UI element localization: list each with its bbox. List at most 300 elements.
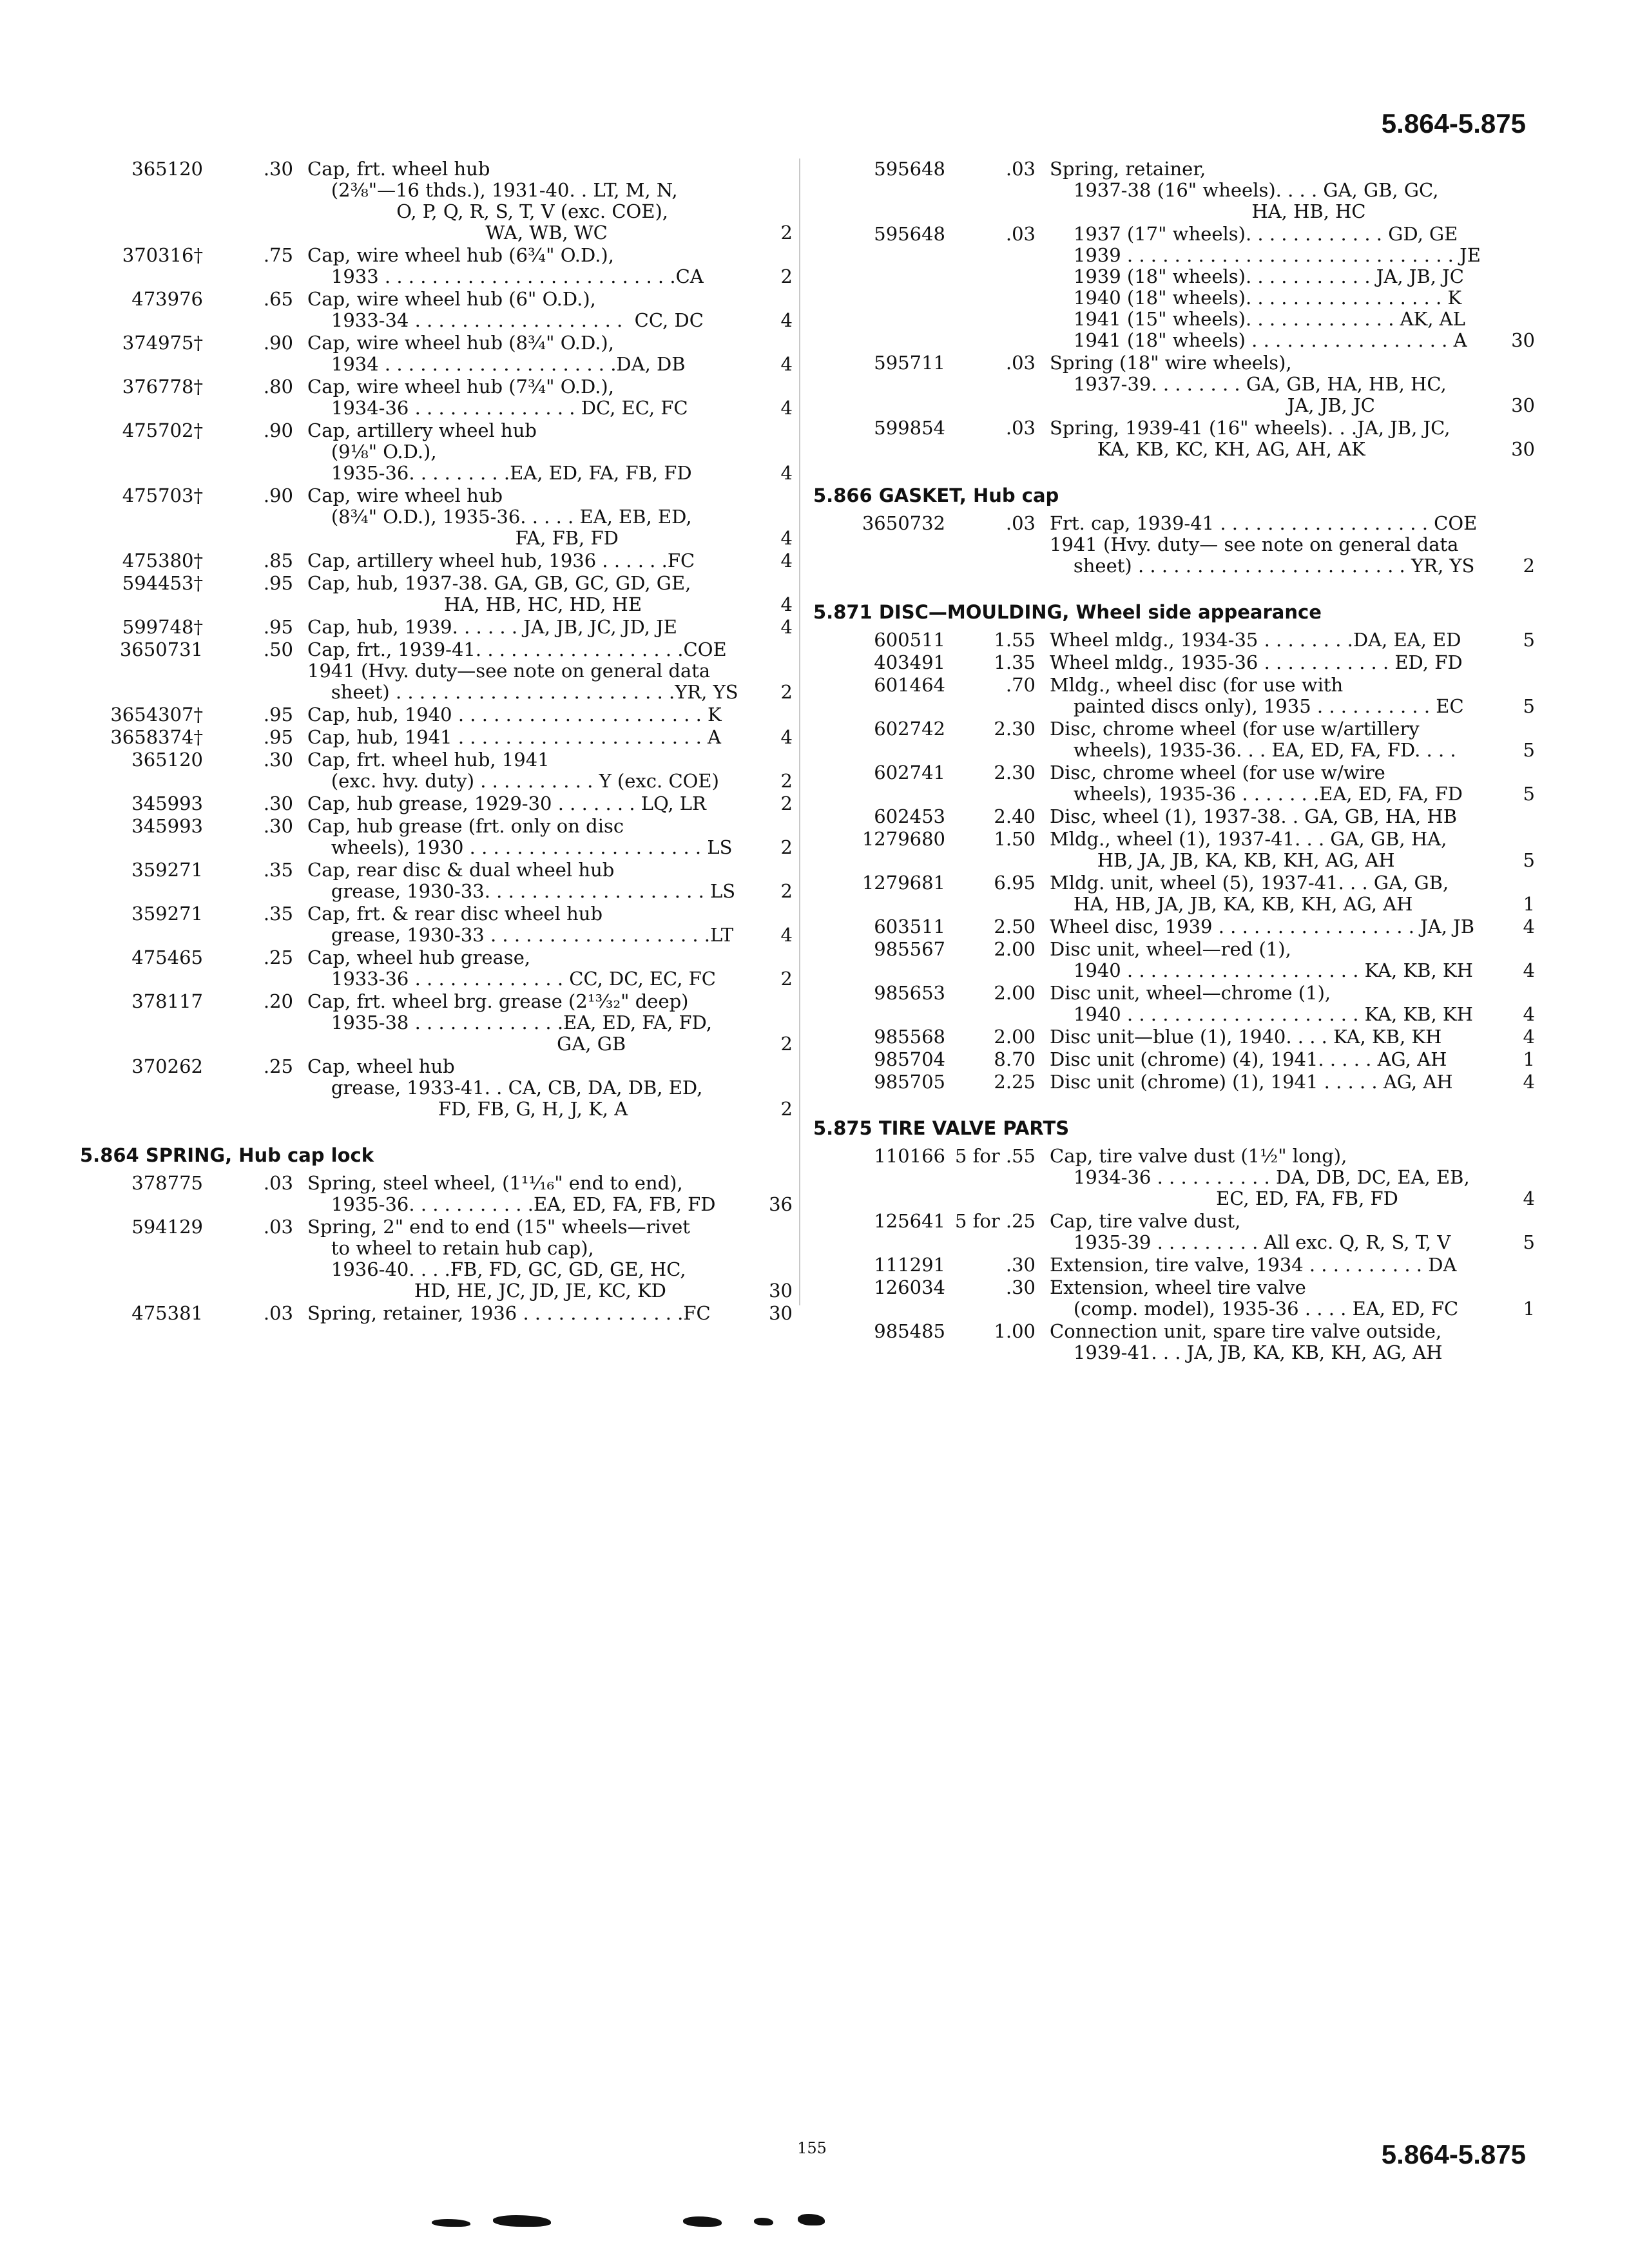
part-price: .80 [263, 376, 293, 398]
part-entry [71, 550, 793, 572]
part-description [307, 749, 754, 792]
description-line: Extension, tire valve, 1934 . . . . . . . . . . DA [1050, 1254, 1457, 1276]
part-entry [71, 289, 793, 331]
part-number: 1279680 [862, 828, 945, 850]
part-quantity: 2 [780, 880, 793, 902]
section-entries [813, 513, 1535, 577]
part-price: 2.00 [994, 982, 1036, 1004]
description-line: 1936-40. . . .FB, FD, GC, GD, GE, HC, [307, 1258, 686, 1280]
description-line: (8¾" O.D.), 1935-36. . . . . EA, EB, ED, [307, 506, 692, 528]
part-price: .30 [1005, 1276, 1036, 1298]
part-quantity: 5 [1523, 783, 1535, 805]
part-entry [71, 816, 793, 858]
part-entry [71, 1056, 793, 1120]
part-price: .25 [263, 947, 293, 968]
description-line: FA, FB, FD [307, 527, 619, 549]
description-line: 1933-34 . . . . . . . . . . . . . . . . . . CC, DC [307, 309, 704, 331]
part-number: 985567 [874, 938, 945, 960]
part-number: 376778† [122, 376, 203, 398]
part-description [1050, 352, 1496, 416]
section-header-spring: 5.864 SPRING, Hub cap lock [80, 1144, 374, 1166]
description-line: Cap, wire wheel hub (8¾" O.D.), [307, 332, 614, 354]
description-line: Cap, artillery wheel hub, 1936 . . . . . .FC [307, 550, 695, 572]
part-description [1050, 1049, 1496, 1070]
part-price: 1.50 [994, 828, 1036, 850]
part-quantity: 1 [1523, 1298, 1535, 1320]
part-description [307, 793, 754, 814]
part-number: 594453† [122, 572, 203, 594]
part-entry [813, 1072, 1535, 1093]
description-line: 1940 (18" wheels). . . . . . . . . . . . . . . . . K [1050, 287, 1462, 309]
part-entry [71, 332, 793, 375]
part-description [1050, 513, 1496, 577]
part-number: 602453 [874, 805, 945, 827]
scan-mark [798, 2214, 825, 2225]
description-line: Disc, wheel (1), 1937-38. . GA, GB, HA, HB [1050, 805, 1458, 827]
description-line: Spring (18" wire wheels), [1050, 352, 1292, 374]
part-description [1050, 939, 1496, 981]
description-line: Mldg., wheel disc (for use with [1050, 674, 1344, 696]
part-entry [813, 983, 1535, 1025]
part-number: 359271 [131, 903, 203, 925]
description-line: Cap, rear disc & dual wheel hub [307, 859, 615, 881]
part-description [1050, 718, 1496, 761]
section-entries [813, 629, 1535, 1093]
description-line: Mldg. unit, wheel (5), 1937-41. . . GA, GB, [1050, 872, 1449, 894]
description-line: HB, JA, JB, KA, KB, KH, AG, AH [1050, 849, 1395, 871]
part-entry [71, 947, 793, 990]
part-quantity: 2 [780, 793, 793, 814]
part-price: 2.30 [994, 718, 1036, 740]
part-description [307, 991, 754, 1055]
description-line: HA, HB, JA, JB, KA, KB, KH, AG, AH [1050, 893, 1413, 915]
description-line: Spring, retainer, [1050, 158, 1206, 180]
part-entry [813, 629, 1535, 651]
description-line: Disc unit (chrome) (1), 1941 . . . . . AG, AH [1050, 1071, 1453, 1093]
part-quantity: 2 [780, 836, 793, 858]
description-line: to wheel to retain hub cap), [307, 1237, 594, 1259]
part-entry [71, 159, 793, 244]
part-entry [71, 1173, 793, 1215]
part-quantity: 5 [1523, 849, 1535, 871]
part-price: 2.00 [994, 1026, 1036, 1048]
part-entry [813, 1254, 1535, 1276]
part-number: 345993 [131, 793, 203, 814]
part-price: .90 [263, 332, 293, 354]
left-column [71, 159, 793, 1325]
part-description [1050, 418, 1496, 460]
section-header: 5.875 TIRE VALVE PARTS [813, 1117, 1070, 1139]
right-sections [813, 485, 1535, 1363]
part-description [1050, 1254, 1496, 1276]
part-price: .35 [263, 859, 293, 881]
part-price: .65 [263, 288, 293, 310]
part-description [307, 617, 754, 638]
description-line: 1939-41. . . JA, JB, KA, KB, KH, AG, AH [1050, 1341, 1443, 1363]
description-line: 1941 (Hvy. duty— see note on general data [1050, 533, 1459, 555]
right-entries [813, 159, 1535, 460]
part-description [307, 903, 754, 946]
description-line: FD, FB, G, H, J, K, A [307, 1098, 628, 1120]
part-price: 1.55 [994, 629, 1036, 651]
description-line: Disc, chrome wheel (for use w/wire [1050, 762, 1385, 783]
part-price: 2.50 [994, 916, 1036, 937]
part-quantity: 36 [769, 1193, 793, 1215]
part-quantity: 1 [1523, 1048, 1535, 1070]
part-price: 2.25 [994, 1071, 1036, 1093]
part-quantity: 4 [1523, 1003, 1535, 1025]
description-line: Mldg., wheel (1), 1937-41. . . GA, GB, HA, [1050, 828, 1447, 850]
part-entry [71, 727, 793, 748]
part-number: 370262 [131, 1055, 203, 1077]
part-price: .03 [1005, 417, 1036, 439]
description-line: Wheel mldg., 1934-35 . . . . . . . .DA, EA, ED [1050, 629, 1461, 651]
part-price: .03 [263, 1302, 293, 1324]
part-quantity: 4 [780, 550, 793, 572]
part-price: 1.35 [994, 651, 1036, 673]
part-quantity: 4 [780, 462, 793, 484]
description-line: Cap, wire wheel hub [307, 485, 503, 506]
part-price: .50 [263, 639, 293, 660]
part-description [307, 947, 754, 990]
part-entry [71, 639, 793, 703]
description-line: HD, HE, JC, JD, JE, KC, KD [307, 1280, 666, 1302]
description-line: Disc unit—blue (1), 1940. . . . KA, KB, KH [1050, 1026, 1442, 1048]
part-quantity: 4 [1523, 1071, 1535, 1093]
part-entry [813, 1277, 1535, 1320]
part-quantity: 30 [769, 1302, 793, 1324]
description-line: Cap, frt. wheel hub, 1941 [307, 749, 550, 771]
part-description [307, 1216, 754, 1302]
part-number: 602742 [874, 718, 945, 740]
part-entry [71, 573, 793, 615]
description-line: Cap, hub, 1940 . . . . . . . . . . . . . . . . . . . . . K [307, 704, 722, 726]
description-line: Cap, wheel hub grease, [307, 947, 531, 968]
description-line: WA, WB, WC [307, 222, 608, 244]
description-line: Cap, wheel hub [307, 1055, 455, 1077]
description-line: GA, GB [307, 1033, 626, 1055]
part-number: 125641 [874, 1210, 945, 1232]
section-header: 5.871 DISC—MOULDING, Wheel side appearance [813, 601, 1322, 623]
part-description [307, 704, 754, 726]
part-number: 600511 [874, 629, 945, 651]
part-price: .95 [263, 616, 293, 638]
part-description [307, 1056, 754, 1120]
part-price: 5 for .55 [954, 1145, 1036, 1167]
part-quantity: 4 [780, 924, 793, 946]
description-line: grease, 1933-41. . CA, CB, DA, DB, ED, [307, 1077, 703, 1099]
description-line: 1937-38 (16" wheels). . . . GA, GB, GC, [1050, 179, 1439, 201]
part-entry [813, 418, 1535, 460]
description-line: HA, HB, HC [1050, 200, 1366, 222]
part-entry [813, 1049, 1535, 1070]
part-description [1050, 916, 1496, 937]
part-entry [813, 939, 1535, 981]
part-description [1050, 1321, 1496, 1363]
part-price: .03 [1005, 352, 1036, 374]
description-line: Cap, wire wheel hub (6¾" O.D.), [307, 244, 614, 266]
part-entry [813, 829, 1535, 871]
part-price: 1.00 [994, 1320, 1036, 1342]
part-price: .30 [263, 815, 293, 837]
part-number: 365120 [131, 158, 203, 180]
part-entry [813, 675, 1535, 717]
part-quantity: 2 [780, 681, 793, 703]
description-line: 1940 . . . . . . . . . . . . . . . . . . . . KA, KB, KH [1050, 1003, 1473, 1025]
part-description [307, 420, 754, 484]
part-number: 3650731 [119, 639, 203, 660]
part-description [1050, 983, 1496, 1025]
description-line: Disc unit, wheel—chrome (1), [1050, 982, 1331, 1004]
part-entry [813, 352, 1535, 416]
part-price: 2.00 [994, 938, 1036, 960]
part-number: 475703† [122, 485, 203, 506]
part-quantity: 5 [1523, 695, 1535, 717]
description-line: wheels), 1935-36. . . EA, ED, FA, FD. . . . [1050, 739, 1456, 761]
part-entry [71, 245, 793, 287]
part-quantity: 5 [1523, 1231, 1535, 1253]
part-price: .03 [1005, 158, 1036, 180]
part-price: .95 [263, 704, 293, 726]
part-entry [813, 916, 1535, 937]
part-description [307, 639, 754, 703]
part-entry [71, 704, 793, 726]
part-entry [813, 1026, 1535, 1048]
description-line: (comp. model), 1935-36 . . . . EA, ED, FC [1050, 1298, 1459, 1320]
part-number: 473976 [131, 288, 203, 310]
description-line: 1935-39 . . . . . . . . . All exc. Q, R, S, T, V [1050, 1231, 1451, 1253]
part-description [1050, 762, 1496, 805]
part-entry [71, 617, 793, 638]
description-line: grease, 1930-33 . . . . . . . . . . . . . . . . . . .LT [307, 924, 734, 946]
part-number: 403491 [874, 651, 945, 673]
part-quantity: 4 [1523, 959, 1535, 981]
scan-mark [754, 2218, 773, 2225]
part-quantity: 4 [780, 527, 793, 549]
description-line: Extension, wheel tire valve [1050, 1276, 1306, 1298]
description-line: Disc unit, wheel—red (1), [1050, 938, 1291, 960]
part-quantity: 30 [1511, 394, 1535, 416]
part-number: 601464 [874, 674, 945, 696]
part-description [1050, 159, 1496, 222]
part-description [307, 1173, 754, 1215]
description-line: wheels), 1935-36 . . . . . . .EA, ED, FA, FD [1050, 783, 1463, 805]
description-line: Wheel mldg., 1935-36 . . . . . . . . . . . ED, FD [1050, 651, 1463, 673]
description-line: KA, KB, KC, KH, AG, AH, AK [1050, 438, 1365, 460]
page-number: 155 [797, 2139, 827, 2157]
part-entry [71, 420, 793, 484]
description-line: Spring, 1939-41 (16" wheels). . .JA, JB, JC, [1050, 417, 1451, 439]
part-description [1050, 1146, 1496, 1209]
part-price: .90 [263, 485, 293, 506]
part-number: 594129 [131, 1216, 203, 1238]
part-price: .03 [263, 1216, 293, 1238]
part-quantity: 2 [780, 968, 793, 990]
part-number: 985704 [874, 1048, 945, 1070]
scan-artifacts [432, 2214, 1398, 2233]
part-entry [71, 991, 793, 1055]
part-quantity: 4 [1523, 1026, 1535, 1048]
part-number: 378117 [131, 990, 203, 1012]
description-line: Cap, frt. wheel brg. grease (2¹³⁄₃₂" deep) [307, 990, 689, 1012]
description-line: 1934-36 . . . . . . . . . . . . . . DC, EC, FC [307, 397, 688, 419]
part-number: 378775 [131, 1172, 203, 1194]
part-quantity: 4 [780, 616, 793, 638]
part-number: 599748† [122, 616, 203, 638]
description-line: Spring, retainer, 1936 . . . . . . . . . . . . . .FC [307, 1302, 711, 1324]
part-price: .90 [263, 419, 293, 441]
part-quantity: 30 [1511, 438, 1535, 460]
description-line: Cap, frt. wheel hub [307, 158, 490, 180]
part-entry [813, 159, 1535, 222]
description-line: Cap, tire valve dust, [1050, 1210, 1241, 1232]
part-description [1050, 806, 1496, 827]
description-line: 1941 (Hvy. duty—see note on general data [307, 660, 711, 682]
part-number: 985568 [874, 1026, 945, 1048]
part-description [307, 485, 754, 549]
part-quantity: 2 [780, 222, 793, 244]
part-quantity: 30 [1511, 329, 1535, 351]
page-range-top: 5.864-5.875 [1381, 108, 1526, 139]
description-line: 1934 . . . . . . . . . . . . . . . . . . . .DA, DB [307, 353, 686, 375]
part-description [1050, 652, 1496, 673]
part-number: 3658374† [110, 726, 203, 748]
part-price: .85 [263, 550, 293, 572]
part-number: 359271 [131, 859, 203, 881]
part-description [307, 289, 754, 331]
part-entry [71, 1216, 793, 1302]
part-price: 2.40 [994, 805, 1036, 827]
description-line: 1935-36. . . . . . . . . . .EA, ED, FA, FB, FD [307, 1193, 716, 1215]
part-entry [71, 749, 793, 792]
part-number: 345993 [131, 815, 203, 837]
description-line: 1934-36 . . . . . . . . . . DA, DB, DC, EA, EB, [1050, 1166, 1470, 1188]
part-number: 475381 [131, 1302, 203, 1324]
part-description [1050, 675, 1496, 717]
description-line: Connection unit, spare tire valve outside, [1050, 1320, 1442, 1342]
description-line: Frt. cap, 1939-41 . . . . . . . . . . . . . . . . . . COE [1050, 512, 1478, 534]
description-line: wheels), 1930 . . . . . . . . . . . . . . . . . . . . LS [307, 836, 733, 858]
description-line: Cap, hub grease (frt. only on disc [307, 815, 624, 837]
part-description [307, 816, 754, 858]
part-quantity: 4 [1523, 1187, 1535, 1209]
part-entry [813, 806, 1535, 827]
description-line: Disc unit (chrome) (4), 1941. . . . . AG, AH [1050, 1048, 1447, 1070]
description-line: (exc. hvy. duty) . . . . . . . . . . Y (exc. COE) [307, 770, 719, 792]
description-line: (9⅛" O.D.), [307, 441, 437, 463]
part-quantity: 2 [780, 1033, 793, 1055]
description-line: sheet) . . . . . . . . . . . . . . . . . . . . . . . .YR, YS [307, 681, 738, 703]
description-line: Spring, steel wheel, (1¹¹⁄₁₆" end to end), [307, 1172, 683, 1194]
part-number: 374975† [122, 332, 203, 354]
right-column [813, 159, 1535, 1365]
part-description [1050, 1026, 1496, 1048]
part-number: 3650732 [862, 512, 945, 534]
description-line: 1941 (18" wheels) . . . . . . . . . . . . . . . . . A [1050, 329, 1467, 351]
part-price: .30 [1005, 1254, 1036, 1276]
part-price: .30 [263, 158, 293, 180]
description-line: JA, JB, JC [1050, 394, 1375, 416]
part-price: .25 [263, 1055, 293, 1077]
part-quantity: 5 [1523, 739, 1535, 761]
part-price: .95 [263, 726, 293, 748]
description-line: Cap, wire wheel hub (6" O.D.), [307, 288, 596, 310]
part-price: .35 [263, 903, 293, 925]
part-price: .03 [1005, 512, 1036, 534]
part-number: 3654307† [110, 704, 203, 726]
part-description [1050, 1072, 1496, 1093]
description-line: 1935-36. . . . . . . . .EA, ED, FA, FB, FD [307, 462, 692, 484]
description-line: EC, ED, FA, FB, FD [1050, 1187, 1398, 1209]
part-number: 599854 [874, 417, 945, 439]
part-number: 595648 [874, 223, 945, 245]
part-quantity: 4 [780, 353, 793, 375]
part-entry [813, 513, 1535, 577]
part-price: .03 [263, 1172, 293, 1194]
part-price: .03 [1005, 223, 1036, 245]
part-entry [71, 903, 793, 946]
part-price: .30 [263, 793, 293, 814]
part-description [307, 245, 754, 287]
part-price: .20 [263, 990, 293, 1012]
part-number: 110166 [874, 1145, 945, 1167]
part-entry [813, 718, 1535, 761]
part-quantity: 2 [1523, 555, 1535, 577]
part-number: 1279681 [862, 872, 945, 894]
part-description [1050, 1277, 1496, 1320]
part-number: 475702† [122, 419, 203, 441]
description-line: Cap, artillery wheel hub [307, 419, 537, 441]
part-number: 595711 [874, 352, 945, 374]
part-entry [813, 1146, 1535, 1209]
section-entries [813, 1146, 1535, 1363]
part-price: 8.70 [994, 1048, 1036, 1070]
left-entries [71, 159, 793, 1120]
part-quantity: 2 [780, 265, 793, 287]
description-line: Cap, wire wheel hub (7¾" O.D.), [307, 376, 614, 398]
part-price: 5 for .25 [954, 1210, 1036, 1232]
part-quantity: 4 [780, 309, 793, 331]
part-price: .70 [1005, 674, 1036, 696]
part-entry [71, 376, 793, 419]
part-entry [813, 762, 1535, 805]
part-price: 2.30 [994, 762, 1036, 783]
part-price: 6.95 [994, 872, 1036, 894]
part-description [1050, 224, 1496, 351]
part-price: .95 [263, 572, 293, 594]
part-description [307, 332, 754, 375]
part-quantity: 2 [780, 770, 793, 792]
part-entry [813, 872, 1535, 915]
description-line: Disc, chrome wheel (for use w/artillery [1050, 718, 1420, 740]
part-number: 475380† [122, 550, 203, 572]
part-entry [813, 224, 1535, 351]
description-line: Cap, hub, 1937-38. GA, GB, GC, GD, GE, [307, 572, 691, 594]
part-quantity: 5 [1523, 629, 1535, 651]
part-number: 603511 [874, 916, 945, 937]
spring-entries [71, 1173, 793, 1324]
part-price: .75 [263, 244, 293, 266]
description-line: 1940 . . . . . . . . . . . . . . . . . . . . KA, KB, KH [1050, 959, 1473, 981]
part-price: .30 [263, 749, 293, 771]
description-line: 1937 (17" wheels). . . . . . . . . . . . GD, GE [1050, 223, 1458, 245]
description-line: Cap, hub, 1939. . . . . . JA, JB, JC, JD, JE [307, 616, 677, 638]
description-line: 1939 . . . . . . . . . . . . . . . . . . . . . . . . . . . . JE [1050, 244, 1481, 266]
description-line: Cap, hub, 1941 . . . . . . . . . . . . . . . . . . . . . A [307, 726, 721, 748]
part-entry [71, 1303, 793, 1324]
description-line: 1939 (18" wheels). . . . . . . . . . . JA, JB, JC [1050, 265, 1464, 287]
description-line: 1933-36 . . . . . . . . . . . . . CC, DC, EC, FC [307, 968, 716, 990]
